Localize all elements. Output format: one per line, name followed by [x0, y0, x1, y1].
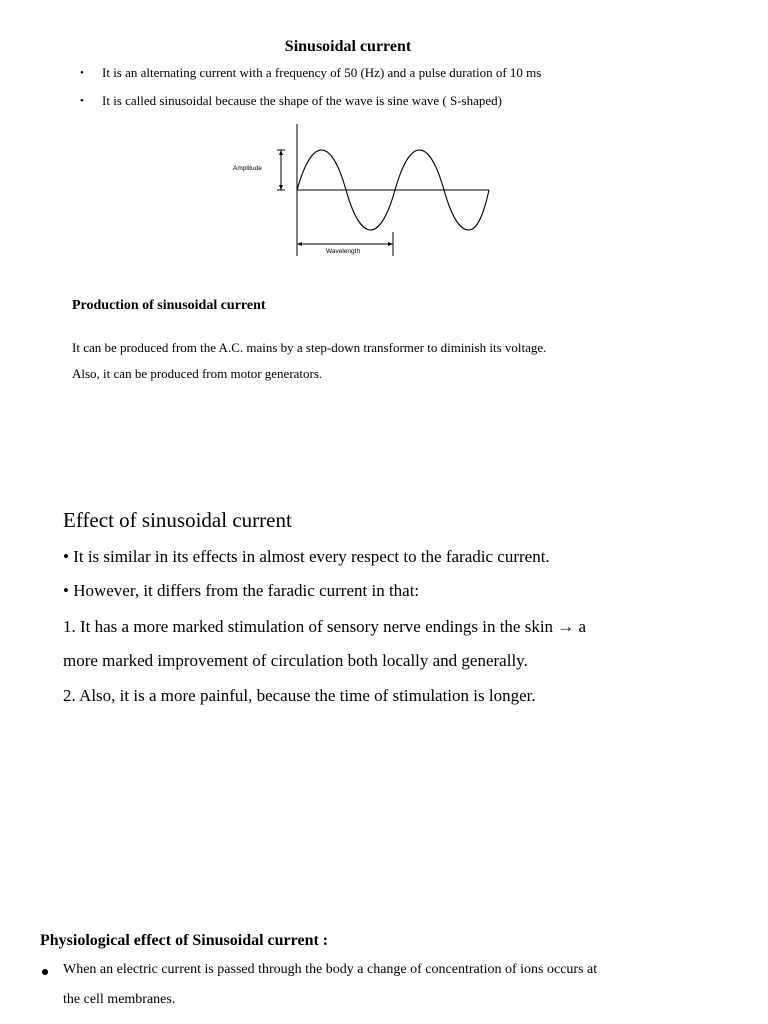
production-line-1: It can be produced from the A.C. mains by a step-down transformer to diminish its voltage. [72, 340, 547, 355]
bullet-frequency: It is an alternating current with a frequency of 50 (Hz) and a pulse duration of 10 ms [102, 65, 542, 80]
physiological-line-2: the cell membranes. [63, 992, 176, 1007]
bullet-marker: • [80, 67, 84, 79]
production-heading: Production of sinusoidal current [72, 298, 266, 313]
bullet-marker: • [80, 95, 84, 107]
effect-line-2: • However, it differs from the faradic current in that: [63, 581, 420, 600]
physiological-heading: Physiological effect of Sinusoidal current : [40, 932, 329, 949]
effect-line-3: 1. It has a more marked stimulation of sensory nerve endings in the skin → a [63, 617, 587, 636]
bullet-shape: It is called sinusoidal because the shape of the wave is sine wave ( S-shaped) [102, 93, 502, 108]
production-line-2: Also, it can be produced from motor generators. [72, 366, 323, 381]
bullet-dot-icon [42, 969, 48, 975]
amplitude-label: Amplitude [233, 165, 262, 172]
effect-heading: Effect of sinusoidal current [63, 508, 292, 532]
effect-line-5: 2. Also, it is a more painful, because the time of stimulation is longer. [63, 686, 536, 705]
wavelength-label: Wavelength [326, 248, 361, 255]
sine-wave-diagram [228, 120, 498, 262]
effect-line-4: more marked improvement of circulation both locally and generally. [63, 651, 528, 670]
effect-line-1: • It is similar in its effects in almost every respect to the faradic current. [63, 547, 550, 566]
physiological-line-1: When an electric current is passed through the body a change of concentration of ions occurs at [63, 962, 598, 977]
page-title: Sinusoidal current [284, 38, 412, 55]
